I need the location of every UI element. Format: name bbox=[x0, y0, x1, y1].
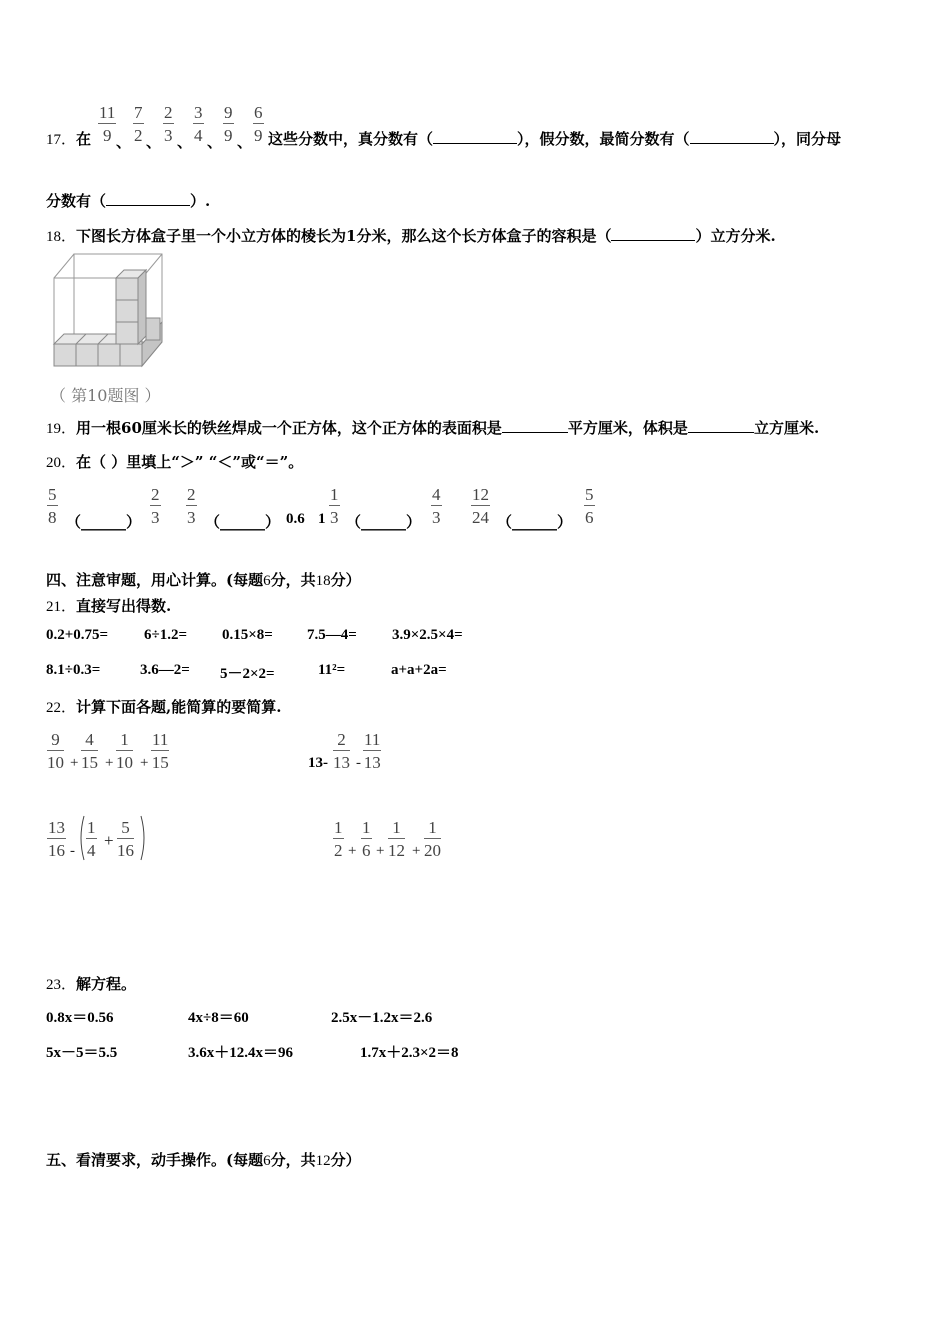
q20-fraction-6: 12 24 bbox=[472, 485, 489, 527]
q23-text: 解方程。 bbox=[76, 975, 137, 993]
q23-number: 23． bbox=[46, 977, 77, 993]
plus-sign: + bbox=[140, 755, 149, 771]
left-paren-icon bbox=[77, 815, 85, 861]
q17-line2 bbox=[46, 190, 210, 211]
q18-blank[interactable] bbox=[611, 240, 695, 241]
q18-length: 1 bbox=[346, 227, 357, 245]
minus-sign: - bbox=[356, 755, 361, 771]
q20-decimal: 0.6 bbox=[286, 511, 305, 527]
minus-sign: - bbox=[70, 843, 75, 859]
q18-number: 18． bbox=[46, 229, 77, 245]
q20-fraction-5: 4 3 bbox=[432, 485, 441, 527]
q17-blank-simplest[interactable] bbox=[690, 143, 774, 144]
q23-equation: 3.6x＋12.4x＝96 bbox=[188, 1045, 294, 1061]
q17-sep: 、 bbox=[207, 133, 223, 151]
q20-blank-2[interactable]: （______） bbox=[205, 513, 281, 531]
section-4-total: 18 bbox=[315, 573, 331, 589]
q20-blank-4[interactable]: （______） bbox=[497, 513, 573, 531]
q17-sep: 、 bbox=[116, 133, 132, 151]
q17-fraction-3: 2 3 bbox=[164, 103, 173, 145]
q22-e3-fraction: 13 16 bbox=[48, 818, 65, 860]
q23-equation: 2.5x－1.2x＝2.6 bbox=[331, 1010, 433, 1026]
q17-text-e: ）. bbox=[190, 192, 211, 210]
q17-fraction-5: 9 9 bbox=[224, 103, 233, 145]
q21-item: 3.9×2.5×4= bbox=[392, 627, 463, 643]
q22-e3-fraction: 1 4 bbox=[87, 818, 96, 860]
q17-text-c: ），同分母 bbox=[773, 130, 842, 148]
q22-e2-fraction: 2 13 bbox=[333, 730, 350, 772]
q17-number: 17． bbox=[46, 132, 77, 148]
q23-line bbox=[46, 973, 136, 994]
q21-item: 8.1÷0.3= bbox=[46, 662, 101, 678]
q19-blank-volume[interactable] bbox=[688, 432, 754, 433]
q18-text-a: 下图长方体盒子里一个小立方体的棱长为 bbox=[76, 227, 347, 245]
q17-fraction-2: 7 2 bbox=[134, 103, 143, 145]
q20-line bbox=[46, 451, 303, 472]
plus-sign: + bbox=[348, 843, 357, 859]
q17-line1 bbox=[46, 128, 91, 149]
cuboid-box-figure bbox=[50, 252, 166, 370]
q17-blank-same-denominator[interactable] bbox=[106, 205, 190, 206]
q21-item: 7.5—4= bbox=[307, 627, 357, 643]
q17-fraction-6: 6 9 bbox=[254, 103, 263, 145]
q17-fraction-1: 11 9 bbox=[99, 103, 116, 145]
q21-item: 0.2+0.75= bbox=[46, 627, 109, 643]
q17-line1-text bbox=[268, 128, 841, 149]
q22-e4-fraction: 1 2 bbox=[334, 818, 343, 860]
section-4-points: 6 bbox=[263, 573, 271, 589]
q22-e1-fraction: 1 10 bbox=[116, 730, 133, 772]
q17-sep: 、 bbox=[177, 133, 193, 151]
q22-e2-fraction: 11 13 bbox=[363, 730, 381, 772]
q22-e1-fraction: 9 10 bbox=[47, 730, 64, 772]
q17-text-b: ），假分数，最简分数有（ bbox=[517, 130, 690, 148]
q22-line bbox=[46, 696, 281, 717]
q19-blank-area[interactable] bbox=[502, 432, 568, 433]
q22-e1-fraction: 11 15 bbox=[151, 730, 169, 772]
q21-item: 0.15×8= bbox=[222, 627, 273, 643]
plus-sign: + bbox=[104, 831, 114, 850]
q20-blank-3[interactable]: （______） bbox=[346, 513, 422, 531]
q17-blank-proper[interactable] bbox=[433, 143, 517, 144]
q17-fraction-4: 3 4 bbox=[194, 103, 203, 145]
q19-number: 19． bbox=[46, 421, 77, 437]
q22-e1-fraction: 4 15 bbox=[81, 730, 98, 772]
section-5-heading bbox=[46, 1149, 361, 1170]
q23-equation: 0.8x＝0.56 bbox=[46, 1010, 114, 1026]
q22-e3-fraction: 5 16 bbox=[117, 818, 134, 860]
q21-item: a+a+2a= bbox=[391, 662, 447, 678]
plus-sign: + bbox=[412, 843, 421, 859]
q21-number: 21． bbox=[46, 599, 77, 615]
q22-e2-lead: 13- bbox=[308, 755, 328, 771]
section-5-mid: 分，共 bbox=[270, 1151, 316, 1169]
q20-fraction-7: 5 6 bbox=[585, 485, 594, 527]
q20-blank-1[interactable]: （______） bbox=[66, 513, 142, 531]
q20-fraction-3: 2 3 bbox=[187, 485, 196, 527]
q17-at: 在 bbox=[76, 130, 92, 148]
plus-sign: + bbox=[105, 755, 114, 771]
right-paren-icon bbox=[140, 815, 148, 861]
q21-text: 直接写出得数. bbox=[76, 597, 172, 615]
q19-text-a: 用一根 bbox=[76, 419, 122, 437]
section-4-mid: 分，共 bbox=[270, 571, 316, 589]
q17-sep: 、 bbox=[237, 133, 253, 151]
q20-text: 在（ ）里填上“＞” “＜”或“＝”。 bbox=[76, 453, 304, 471]
q23-equation: 1.7x＋2.3×2＝8 bbox=[360, 1045, 459, 1061]
q21-item: 11²= bbox=[318, 662, 346, 678]
plus-sign: + bbox=[70, 755, 79, 771]
q18-text-b: 分米，那么这个长方体盒子的容积是（ bbox=[356, 227, 612, 245]
section-5-points: 6 bbox=[263, 1153, 271, 1169]
q22-e4-fraction: 1 20 bbox=[424, 818, 441, 860]
q20-fraction-2: 2 3 bbox=[151, 485, 160, 527]
q20-number: 20． bbox=[46, 455, 77, 471]
q17-text-a: 这些分数中，真分数有（ bbox=[268, 130, 434, 148]
q19-length: 60 bbox=[121, 419, 142, 437]
q18-text-c: ）立方分米. bbox=[695, 227, 776, 245]
section-5-total: 12 bbox=[315, 1153, 331, 1169]
q23-equation: 4x÷8＝60 bbox=[188, 1010, 249, 1026]
q17-sep: 、 bbox=[146, 133, 162, 151]
section-5-end: 分） bbox=[330, 1151, 361, 1169]
q19-text-d: 立方厘米. bbox=[753, 419, 820, 437]
q19-line bbox=[46, 417, 819, 438]
q22-text: 计算下面各题,能简算的要简算. bbox=[76, 698, 282, 716]
q21-item: 3.6—2= bbox=[140, 662, 190, 678]
q20-fraction-4: 1 3 bbox=[330, 485, 339, 527]
q22-e4-fraction: 1 6 bbox=[362, 818, 371, 860]
q21-item: 6÷1.2= bbox=[144, 627, 188, 643]
q22-e4-fraction: 1 12 bbox=[388, 818, 405, 860]
q23-equation: 5x－5＝5.5 bbox=[46, 1045, 118, 1061]
q17-text-d: 分数有（ bbox=[46, 192, 107, 210]
section-4-title: 四、注意审题，用心计算。(每题 bbox=[46, 571, 264, 589]
section-5-title: 五、看清要求，动手操作。(每题 bbox=[46, 1151, 264, 1169]
figure-caption: （ 第10题图 ） bbox=[50, 386, 161, 405]
q19-text-b: 厘米长的铁丝焊成一个正方体，这个正方体的表面积是 bbox=[141, 419, 502, 437]
q21-line bbox=[46, 595, 171, 616]
q20-fraction-1: 5 8 bbox=[48, 485, 57, 527]
q22-number: 22． bbox=[46, 700, 77, 716]
section-4-heading bbox=[46, 569, 361, 590]
q18-line bbox=[46, 225, 776, 246]
q19-text-c: 平方厘米，体积是 bbox=[567, 419, 688, 437]
q20-mixed-whole: 1 bbox=[318, 511, 326, 527]
q21-item: 5－2×2= bbox=[220, 666, 275, 682]
plus-sign: + bbox=[376, 843, 385, 859]
section-4-end: 分） bbox=[330, 571, 361, 589]
